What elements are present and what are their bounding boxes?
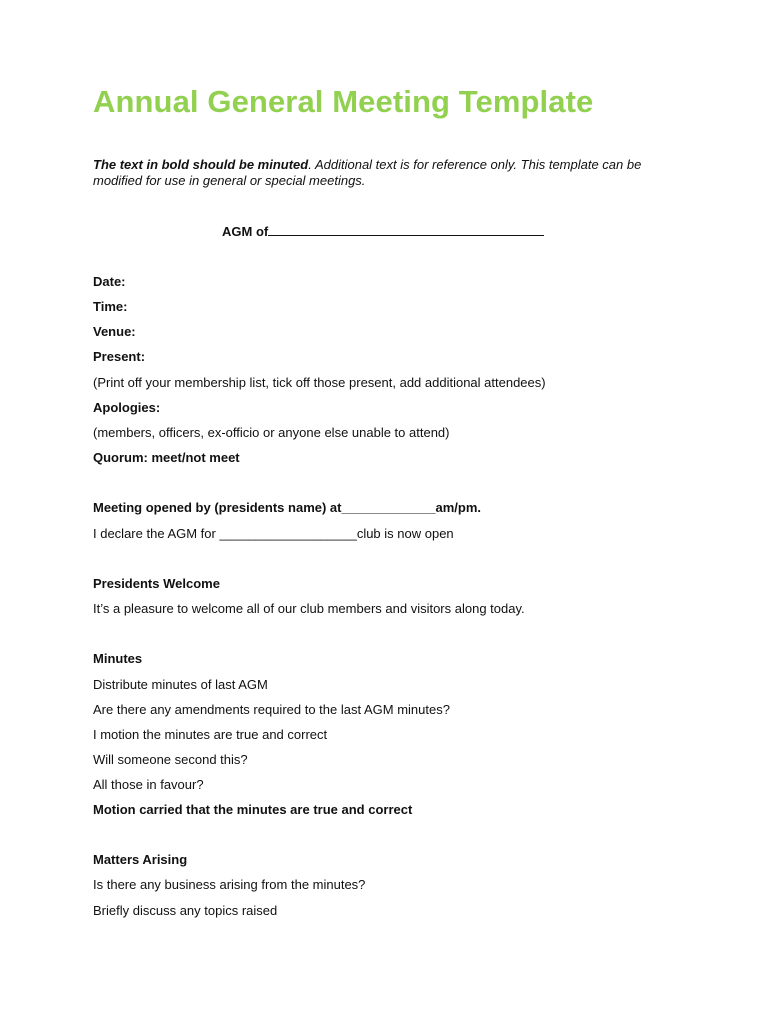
agm-of-line	[222, 224, 544, 239]
time-label: Time:	[93, 299, 128, 314]
present-note: (Print off your membership list, tick off those present, add additional attendees)	[93, 375, 546, 390]
quorum-label: Quorum: meet/not meet	[93, 450, 240, 465]
minutes-heading: Minutes	[93, 651, 143, 666]
date-label: Date:	[93, 274, 126, 289]
page-title: Annual General Meeting Template	[93, 84, 594, 119]
agm-label: AGM of	[222, 224, 269, 239]
minutes-item: All those in favour?	[93, 777, 204, 792]
present-label: Present:	[93, 349, 146, 364]
venue-label: Venue:	[93, 324, 136, 339]
welcome-text: It’s a pleasure to welcome all of our club members and visitors along today.	[93, 601, 525, 616]
intro-bold-text: The text in bold should be minuted	[93, 157, 309, 172]
matters-item: Is there any business arising from the minutes?	[93, 877, 366, 892]
minutes-item: Distribute minutes of last AGM	[93, 677, 268, 692]
intro-rest-text: . Additional text is for reference only. This template can be modified for use in general or special meetings.	[93, 157, 642, 188]
motion-carried-line: Motion carried that the minutes are true and correct	[93, 802, 413, 817]
presidents-welcome-heading: Presidents Welcome	[93, 576, 220, 591]
matters-item: Briefly discuss any topics raised	[93, 903, 278, 918]
agm-name-blank	[268, 224, 544, 236]
apologies-label: Apologies:	[93, 400, 161, 415]
meeting-opened-line: Meeting opened by (presidents name) at_____________am/pm.	[93, 500, 481, 515]
minutes-item: Are there any amendments required to the last AGM minutes?	[93, 702, 450, 717]
declare-open-line: I declare the AGM for ___________________club is now open	[93, 526, 454, 541]
minutes-item: I motion the minutes are true and correct	[93, 727, 328, 742]
apologies-note: (members, officers, ex-officio or anyone else unable to attend)	[93, 425, 450, 440]
matters-arising-heading: Matters Arising	[93, 852, 188, 867]
minutes-item: Will someone second this?	[93, 752, 248, 767]
intro-paragraph	[93, 157, 693, 189]
